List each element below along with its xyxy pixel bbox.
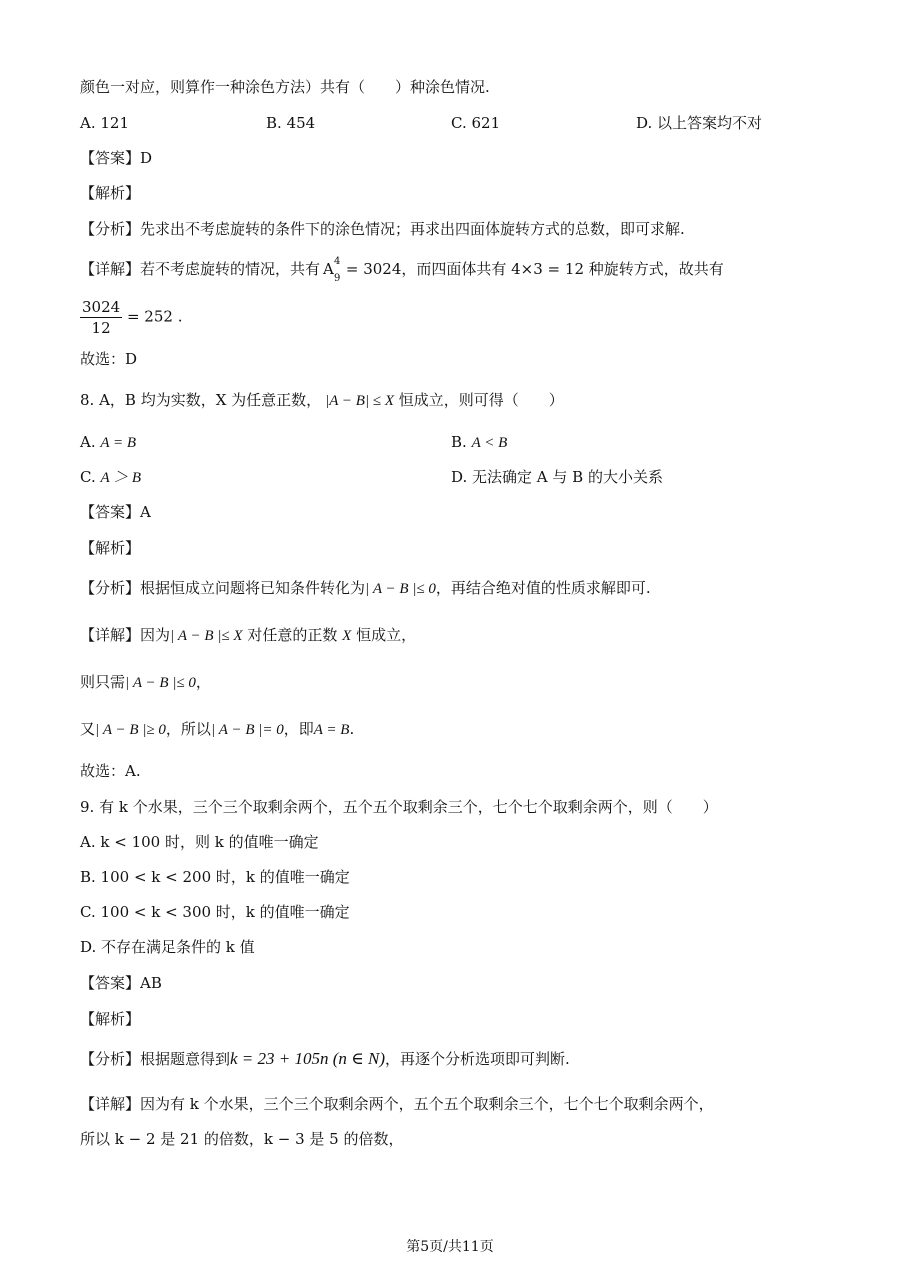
q7-fraction-line: $\frac{3024}{12}$ = 252 . bbox=[82, 298, 183, 337]
q9-fenxi: 【分析】根据题意得到k = 23 + 105n (n ∈ N)，再逐个分析选项即可判断. bbox=[80, 1049, 570, 1068]
q7-choice: 故选：D bbox=[80, 350, 138, 368]
q8-stem: 8. A，B 均为实数，X 为任意正数， |A − B| ≤ X 恒成立，则可得（ ） bbox=[80, 391, 564, 409]
q8-option-b: B. A < B bbox=[451, 433, 508, 451]
q8-fenxi: 【分析】根据恒成立问题将已知条件转化为| A − B |≤ 0，再结合绝对值的性质求解即可. bbox=[80, 579, 651, 597]
q8-analysis-label: 【解析】 bbox=[80, 539, 141, 557]
page-footer: 第5页/共11页 bbox=[406, 1239, 494, 1255]
fraction-3024-over-12: $\frac{3024}{12}$ bbox=[82, 298, 121, 337]
q8-choice: 故选：A. bbox=[80, 762, 141, 780]
q7-option-b: B. 454 bbox=[266, 114, 316, 132]
q9-option-a: A. k < 100 时，则 k 的值唯一确定 bbox=[80, 833, 319, 851]
q7-stem-tail: 颜色一对应，则算作一种涂色方法）共有（ ）种涂色情况. bbox=[80, 78, 490, 96]
q9-xiangjie-1: 【详解】因为有 k 个水果，三个三个取剩余两个，五个五个取剩余三个，七个七个取剩余两个， bbox=[80, 1095, 714, 1113]
q7-analysis-label: 【解析】 bbox=[80, 184, 141, 202]
q8-option-d: D. 无法确定 A 与 B 的大小关系 bbox=[451, 468, 663, 486]
q9-stem: 9. 有 k 个水果，三个三个取剩余两个，五个五个取剩余三个，七个七个取剩余两个，则（ ） bbox=[80, 798, 718, 816]
q7-option-c: C. 621 bbox=[451, 114, 501, 132]
q7-xiangjie: 【详解】若不考虑旋转的情况，共有 A 4 9 = 3024，而四面体共有 4×3 = 12 种旋转方式，故共有 bbox=[80, 256, 724, 284]
q7-option-d: D. 以上答案均不对 bbox=[636, 114, 763, 132]
q9-xiangjie-2: 所以 k − 2 是 21 的倍数，k − 3 是 5 的倍数， bbox=[80, 1130, 404, 1148]
q9-analysis-label: 【解析】 bbox=[80, 1010, 141, 1028]
q8-xiangjie: 【详解】因为| A − B |≤ X 对任意的正数 X 恒成立， bbox=[80, 626, 417, 644]
q8-option-a: A. A = B bbox=[80, 433, 137, 451]
q7-answer: 【答案】D bbox=[80, 149, 153, 167]
q8-answer: 【答案】A bbox=[80, 503, 151, 521]
q9-answer: 【答案】AB bbox=[80, 974, 162, 992]
q8-option-c: C. A ＞ B bbox=[80, 468, 142, 486]
q7-option-a: A. 121 bbox=[80, 114, 130, 132]
q9-option-b: B. 100 < k < 200 时，k 的值唯一确定 bbox=[80, 868, 350, 886]
q8-line-3: 又| A − B |≥ 0，所以| A − B |= 0，即A = B. bbox=[80, 720, 355, 738]
q9-option-c: C. 100 < k < 300 时，k 的值唯一确定 bbox=[80, 903, 350, 921]
q8-line-2: 则只需| A − B |≤ 0， bbox=[80, 673, 211, 691]
q7-fenxi: 【分析】先求出不考虑旋转的条件下的涂色情况；再求出四面体旋转方式的总数，即可求解. bbox=[80, 220, 685, 238]
q9-option-d: D. 不存在满足条件的 k 值 bbox=[80, 938, 255, 956]
perm-symbol: A 4 9 bbox=[323, 256, 341, 284]
